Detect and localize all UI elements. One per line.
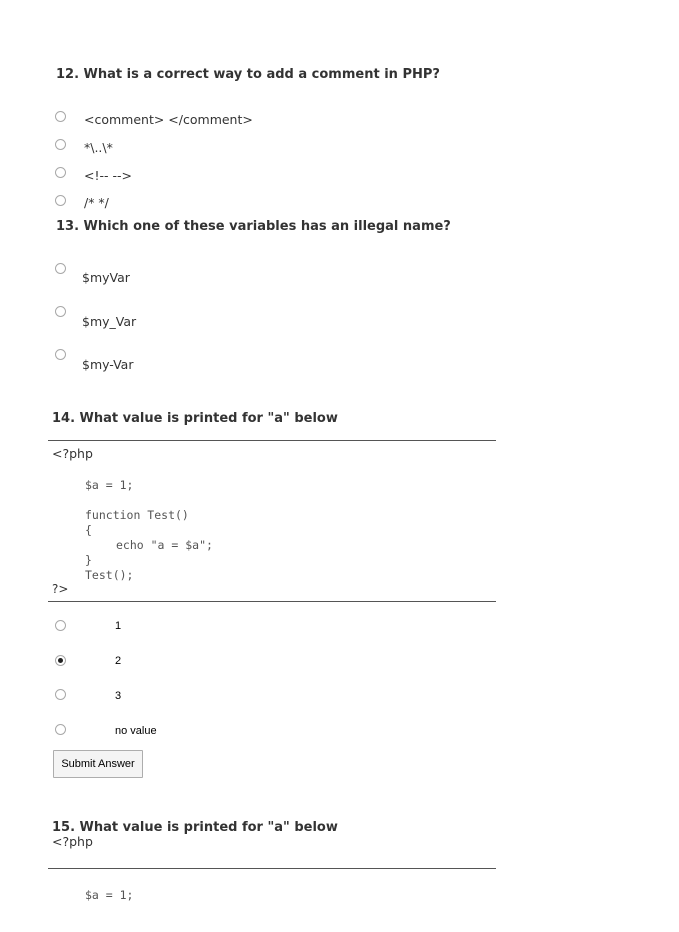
code-divider-top bbox=[48, 440, 496, 441]
q12-option-4-label: /* */ bbox=[84, 195, 109, 210]
q12-option-1-radio[interactable] bbox=[55, 111, 66, 122]
submit-answer-button[interactable]: Submit Answer bbox=[53, 750, 143, 778]
q15-code-divider-top bbox=[48, 868, 496, 869]
question-14-title: 14. What value is printed for "a" below bbox=[52, 411, 338, 426]
q12-option-3-radio[interactable] bbox=[55, 167, 66, 178]
q14-option-4-label: no value bbox=[115, 725, 157, 737]
q14-code-function: function Test() bbox=[85, 508, 189, 522]
q14-option-1-label: 1 bbox=[115, 620, 122, 632]
q13-option-1-label: $myVar bbox=[82, 270, 130, 285]
q15-code-assign: $a = 1; bbox=[85, 888, 134, 902]
q13-option-3-radio[interactable] bbox=[55, 349, 66, 360]
q14-code-echo: echo "a = $a"; bbox=[116, 538, 213, 552]
q14-code-assign: $a = 1; bbox=[85, 478, 134, 492]
q13-option-3-label: $my-Var bbox=[82, 357, 134, 372]
q14-option-2-radio-selected[interactable] bbox=[55, 655, 66, 666]
q15-code-open-tag: <?php bbox=[52, 834, 93, 849]
q14-option-2-label: 2 bbox=[115, 655, 122, 667]
q13-option-1-radio[interactable] bbox=[55, 263, 66, 274]
q13-option-2-radio[interactable] bbox=[55, 306, 66, 317]
q12-option-4-radio[interactable] bbox=[55, 195, 66, 206]
q12-option-2-radio[interactable] bbox=[55, 139, 66, 150]
q14-code-close-tag: ?> bbox=[52, 582, 69, 596]
question-15-title: 15. What value is printed for "a" below bbox=[52, 820, 338, 835]
q14-option-1-radio[interactable] bbox=[55, 620, 66, 631]
question-13-title: 13. Which one of these variables has an illegal name? bbox=[56, 219, 451, 234]
q14-code-brace-open: { bbox=[85, 523, 92, 537]
question-12-title: 12. What is a correct way to add a comment in PHP? bbox=[56, 67, 440, 82]
q13-option-2-label: $my_Var bbox=[82, 314, 137, 329]
q14-code-open-tag: <?php bbox=[52, 446, 93, 461]
q14-option-3-label: 3 bbox=[115, 690, 122, 702]
q12-option-2-label: *\..\* bbox=[84, 140, 113, 155]
q12-option-1-label: <comment> </comment> bbox=[84, 112, 253, 127]
q14-code-brace-close: } bbox=[85, 553, 92, 567]
q12-option-3-label: <!-- --> bbox=[84, 168, 132, 183]
q14-code-call: Test(); bbox=[85, 568, 134, 582]
q14-option-4-radio[interactable] bbox=[55, 724, 66, 735]
q14-option-3-radio[interactable] bbox=[55, 689, 66, 700]
code-divider-bottom bbox=[48, 601, 496, 602]
